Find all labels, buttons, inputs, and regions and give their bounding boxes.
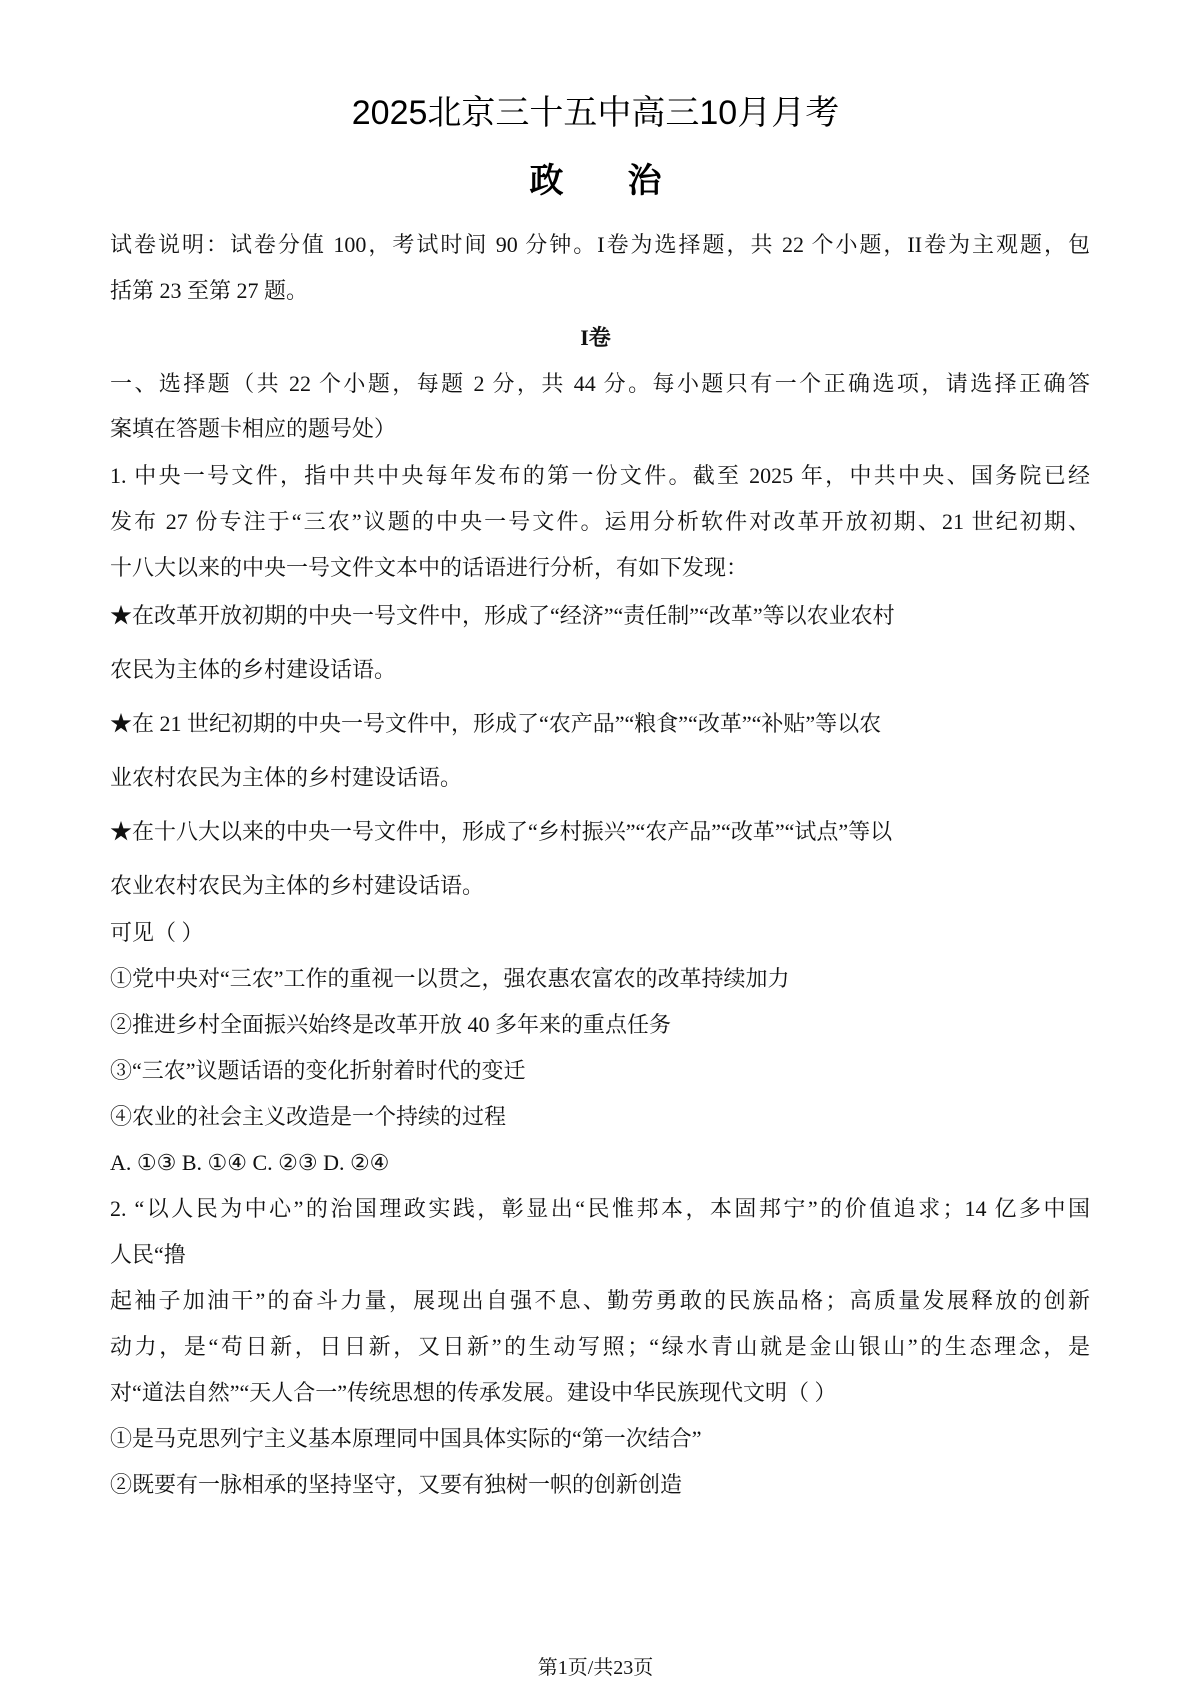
question-2-stem: 对“道法自然”“天人合一”传统思想的传承发展。建设中华民族现代文明（ ） (110, 1380, 837, 1405)
instructions-line: 试卷说明：试卷分值 100，考试时间 90 分钟。I卷为选择题，共 22 个小题，II卷为主观题，包 (110, 232, 1090, 257)
finding-item: 业农村农民为主体的乡村建设话语。 (110, 765, 463, 790)
subject-title (0, 156, 1191, 206)
question-2-stem: 2. “以人民为中心”的治国理政实践，彰显出“民惟邦本，本固邦宁”的价值追求；14 亿多中国 (110, 1196, 1090, 1221)
statement-item: ①是马克思列宁主义基本原理同中国具体实际的“第一次结合” (110, 1426, 702, 1451)
subject-char: 治 (627, 162, 662, 200)
question-1-stem: 1. 中央一号文件，指中共中央每年发布的第一份文件。截至 2025 年，中共中央、国务院已经 (110, 463, 1090, 488)
question-2-stem: 起袖子加油干”的奋斗力量，展现出自强不息、勤劳勇敢的民族品格；高质量发展释放的创新 (110, 1288, 1090, 1313)
question-2-stem: 动力，是“苟日新，日日新，又日新”的生动写照；“绿水青山就是金山银山”的生态理念，是 (110, 1334, 1090, 1359)
question-2-stem: 人民“撸 (110, 1242, 186, 1267)
instructions-line: 括第 23 至第 27 题。 (110, 278, 309, 303)
answer-options: A. ①③ B. ①④ C. ②③ D. ②④ (110, 1150, 390, 1175)
part-heading: 案填在答题卡相应的题号处） (110, 416, 397, 441)
question-prompt: 可见（ ） (110, 920, 204, 945)
finding-item: 农民为主体的乡村建设话语。 (110, 657, 397, 682)
finding-item: ★在十八大以来的中央一号文件中，形成了“乡村振兴”“农产品”“改革”“试点”等以 (110, 819, 893, 844)
section-title: I卷 (580, 325, 611, 350)
statement-item: ②推进乡村全面振兴始终是改革开放 40 多年来的重点任务 (110, 1012, 672, 1037)
question-1-stem: 发布 27 份专注于“三农”议题的中央一号文件。运用分析软件对改革开放初期、21 世纪初期、 (110, 509, 1090, 534)
finding-item: 农业农村农民为主体的乡村建设话语。 (110, 873, 485, 898)
subject-char: 政 (529, 162, 564, 200)
statement-item: ③“三农”议题话语的变化折射着时代的变迁 (110, 1058, 526, 1083)
statement-item: ②既要有一脉相承的坚持坚守，又要有独树一帜的创新创造 (110, 1472, 683, 1497)
part-heading: 一、选择题（共 22 个小题，每题 2 分，共 44 分。每小题只有一个正确选项，请选择正确答 (110, 371, 1090, 396)
finding-item: ★在 21 世纪初期的中央一号文件中，形成了“农产品”“粮食”“改革”“补贴”等以农 (110, 711, 882, 736)
exam-title: 2025北京三十五中高三10月月考 (351, 94, 840, 132)
statement-item: ④农业的社会主义改造是一个持续的过程 (110, 1104, 507, 1129)
question-1-stem: 十八大以来的中央一号文件文本中的话语进行分析，有如下发现： (110, 555, 749, 580)
finding-item: ★在改革开放初期的中央一号文件中，形成了“经济”“责任制”“改革”等以农业农村 (110, 603, 895, 628)
statement-item: ①党中央对“三农”工作的重视一以贯之，强农惠农富农的改革持续加力 (110, 966, 790, 991)
page-number: 第1页/共23页 (537, 1657, 654, 1679)
